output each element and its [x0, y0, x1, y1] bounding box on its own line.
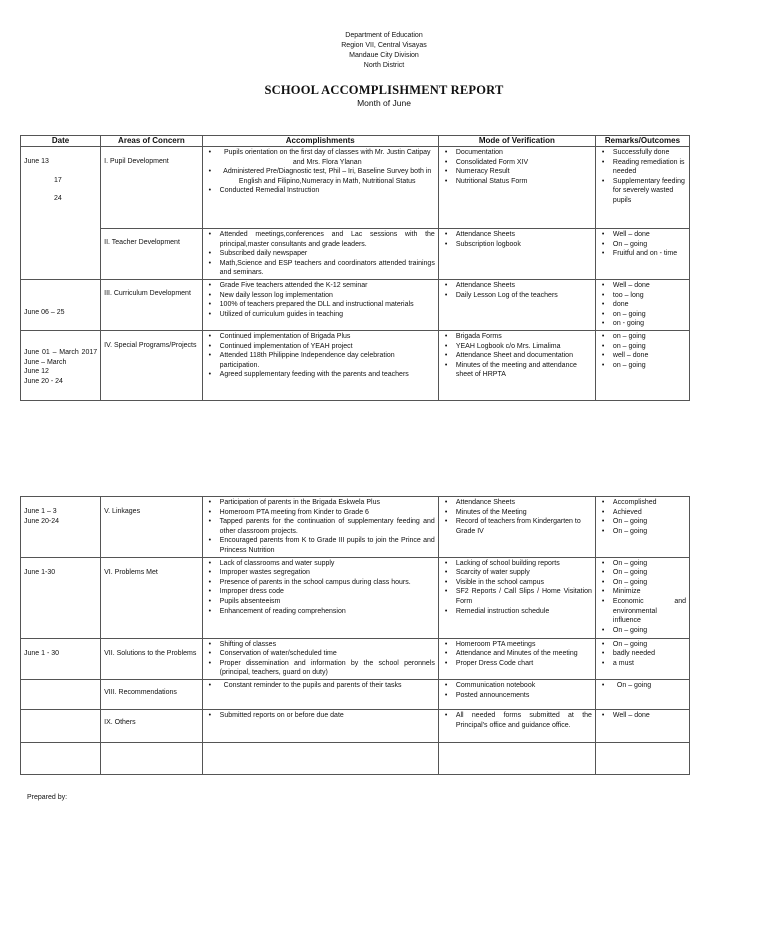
column-header-accomplishments: Accomplishments — [202, 136, 438, 147]
table-row — [21, 147, 690, 229]
table-row — [21, 330, 690, 400]
list-item: • All needed forms submitted at the Principal's office and guidance office. — [442, 711, 592, 730]
accomplishments-cell — [202, 147, 438, 229]
list-item: • Lacking of school building reports — [442, 559, 592, 569]
list-item: • SF2 Reports / Call Slips / Home Visitation Form — [442, 587, 592, 606]
area-cell — [101, 742, 203, 774]
remarks-cell — [595, 638, 689, 679]
list-item: • Subscription logbook — [442, 240, 592, 250]
accomplishments-cell — [202, 229, 438, 280]
list-item: • Documentation — [442, 148, 592, 158]
date-line: June 1 – 3 — [24, 508, 57, 515]
date-line: June 20 - 24 — [24, 377, 63, 385]
list-item: • on – going — [599, 332, 686, 342]
list-item: • Conservation of water/scheduled time — [206, 649, 435, 659]
header-department: Department of Education — [345, 32, 423, 39]
date-line: June 12 — [24, 368, 49, 376]
area-cell: V. Linkages — [101, 497, 203, 558]
header-district: North District — [363, 62, 405, 69]
list-item: • Shifting of classes — [206, 640, 435, 650]
list-item: • On – going — [599, 527, 686, 537]
list-item: • Attended meetings,conferences and Lac sessions with the principal,master consultants and grade leaders. — [206, 230, 435, 249]
date-line: June 01 – March 2017 — [24, 348, 98, 356]
list-item: • badly needed — [599, 649, 686, 659]
list-item: • On – going — [599, 681, 686, 691]
list-item: • Supplementary feeding for severely wasted pupils — [599, 177, 686, 206]
column-header-remarks: Remarks/Outcomes — [595, 136, 689, 147]
remarks-cell — [595, 147, 689, 229]
table-row — [21, 742, 690, 774]
mode-cell — [438, 557, 595, 638]
list-item: • Attendance and Minutes of the meeting — [442, 649, 592, 659]
list-item: • Well – done — [599, 711, 686, 721]
list-item: • Numeracy Result — [442, 167, 592, 177]
remarks-cell — [595, 229, 689, 280]
list-item: • Reading remediation is needed — [599, 158, 686, 177]
list-item: • Communication notebook — [442, 681, 592, 691]
table-row — [21, 709, 690, 742]
list-item: • Brigada Forms — [442, 332, 592, 342]
date-line: 17 — [54, 176, 62, 184]
list-item: • Tapped parents for the continuation of supplementary feeding and other classroom projects. — [206, 517, 435, 536]
accomplishments-cell — [202, 557, 438, 638]
list-item: • Posted announcements — [442, 691, 592, 701]
table-header-row — [21, 136, 690, 147]
prepared-by-label: Prepared by: — [27, 794, 68, 801]
report-table-2 — [20, 496, 690, 775]
area-cell: VIII. Recommendations — [101, 679, 203, 709]
list-item: • New daily lesson log implementation — [206, 291, 435, 301]
table-row — [21, 497, 690, 558]
date-line: June 20-24 — [24, 517, 60, 525]
list-item: • Continued implementation of YEAH project — [206, 342, 435, 352]
list-item: • On – going — [599, 568, 686, 578]
list-item: • Submitted reports on or before due date — [206, 711, 435, 721]
accomplishments-cell — [202, 497, 438, 558]
list-item: • Pupils absenteeism — [206, 597, 435, 607]
list-item: • On – going — [599, 517, 686, 527]
list-item: • Subscribed daily newspaper — [206, 249, 435, 259]
accomplishments-cell — [202, 679, 438, 709]
date-cell — [21, 147, 101, 280]
table-row — [21, 229, 690, 280]
list-item: • 100% of teachers prepared the DLL and instructional materials — [206, 300, 435, 310]
remarks-cell — [595, 279, 689, 330]
remarks-cell — [595, 557, 689, 638]
list-item: • on – going — [599, 310, 686, 320]
list-item: • well – done — [599, 351, 686, 361]
list-item: • Presence of parents in the school campus during class hours. — [206, 578, 435, 588]
remarks-cell — [595, 679, 689, 709]
list-item: • Homeroom PTA meeting from Kinder to Grade 6 — [206, 508, 435, 518]
accomplishments-cell — [202, 742, 438, 774]
date-line: June 13 — [24, 158, 49, 165]
header-region: Region VII, Central Visayas — [341, 42, 427, 49]
list-item: • Achieved — [599, 508, 686, 518]
list-item: • Proper dissemination and information by the school peronnels (principal, teachers, guard on duty) — [206, 659, 435, 678]
list-item: • Attendance Sheets — [442, 498, 592, 508]
mode-cell — [438, 709, 595, 742]
date-cell: June 1 - 30 — [21, 638, 101, 679]
report-table-1 — [20, 135, 690, 401]
area-cell: VII. Solutions to the Problems — [101, 638, 203, 679]
list-item: • Daily Lesson Log of the teachers — [442, 291, 592, 301]
list-item: • too – long — [599, 291, 686, 301]
mode-cell — [438, 279, 595, 330]
report-title: SCHOOL ACCOMPLISHMENT REPORT — [264, 83, 504, 97]
list-item: • Well – done — [599, 230, 686, 240]
accomplishments-cell — [202, 638, 438, 679]
list-item: • Continued implementation of Brigada Plus — [206, 332, 435, 342]
list-item: • Economic and environmental influence — [599, 597, 686, 626]
date-cell — [21, 709, 101, 742]
column-header-area: Areas of Concern — [101, 136, 203, 147]
list-item: • Utilized of curriculum guides in teaching — [206, 310, 435, 320]
accomplishments-cell — [202, 330, 438, 400]
list-item: • Accomplished — [599, 498, 686, 508]
mode-cell — [438, 679, 595, 709]
list-item: • Record of teachers from Kindergarten to Grade IV — [442, 517, 592, 536]
list-item: • Attendance Sheets — [442, 281, 592, 291]
remarks-cell — [595, 330, 689, 400]
list-item: • On – going — [599, 640, 686, 650]
list-item: • Well – done — [599, 281, 686, 291]
list-item: • Remedial instruction schedule — [442, 607, 592, 617]
list-item: • Administered Pre/Diagnostic test, Phil – Iri, Baseline Survey both in English and Filipino,Numeracy in Math, Nutritional Status — [206, 167, 435, 186]
mode-cell — [438, 497, 595, 558]
area-cell: II. Teacher Development — [101, 229, 203, 280]
list-item: • Minutes of the meeting and attendance sheet of HRPTA — [442, 361, 592, 380]
list-item: • Math,Science and ESP teachers and coordinators attended trainings and seminars. — [206, 259, 435, 278]
list-item: • on - going — [599, 319, 686, 329]
list-item: • Proper Dress Code chart — [442, 659, 592, 669]
list-item: • Successfully done — [599, 148, 686, 158]
date-cell — [21, 742, 101, 774]
list-item: • Improper wastes segregation — [206, 568, 435, 578]
list-item: • On – going — [599, 626, 686, 636]
accomplishments-cell — [202, 279, 438, 330]
mode-cell — [438, 229, 595, 280]
date-cell — [21, 679, 101, 709]
list-item: • Minutes of the Meeting — [442, 508, 592, 518]
mode-cell — [438, 147, 595, 229]
date-line: June – March — [24, 358, 67, 366]
list-item: • on – going — [599, 361, 686, 371]
area-cell: I. Pupil Development — [101, 147, 203, 229]
list-item: • Attendance Sheet and documentation — [442, 351, 592, 361]
list-item: • Nutritional Status Form — [442, 177, 592, 187]
list-item: • Conducted Remedial Instruction — [206, 186, 435, 196]
list-item: • Minimize — [599, 587, 686, 597]
list-item: • YEAH Logbook c/o Mrs. Limalima — [442, 342, 592, 352]
table-row — [21, 679, 690, 709]
list-item: • Homeroom PTA meetings — [442, 640, 592, 650]
list-item: • On – going — [599, 240, 686, 250]
list-item: • Agreed supplementary feeding with the parents and teachers — [206, 370, 435, 380]
area-cell: III. Curriculum Development — [101, 279, 203, 330]
list-item: • On – going — [599, 578, 686, 588]
list-item: • Constant reminder to the pupils and parents of their tasks — [206, 681, 435, 691]
list-item: • Enhancement of reading comprehension — [206, 607, 435, 617]
area-cell: IX. Others — [101, 709, 203, 742]
list-item: • Attended 118th Philippine Independence day celebration participation. — [206, 351, 435, 370]
remarks-cell — [595, 709, 689, 742]
area-cell: VI. Problems Met — [101, 557, 203, 638]
list-item: • Attendance Sheets — [442, 230, 592, 240]
date-cell: June 1-30 — [21, 557, 101, 638]
list-item: • Grade Five teachers attended the K-12 seminar — [206, 281, 435, 291]
list-item: • Encouraged parents from K to Grade III pupils to join the Prince and Princess Nutrition — [206, 536, 435, 555]
list-item: • Visible in the school campus — [442, 578, 592, 588]
remarks-cell — [595, 742, 689, 774]
list-item: • Scarcity of water supply — [442, 568, 592, 578]
list-item: • Pupils orientation on the first day of classes with Mr. Justin Catipay and Mrs. Flora Ylanan — [206, 148, 435, 167]
list-item: • a must — [599, 659, 686, 669]
column-header-mode: Mode of Verification — [438, 136, 595, 147]
table-row — [21, 638, 690, 679]
header-division: Mandaue City Division — [349, 52, 419, 59]
list-item: • on – going — [599, 342, 686, 352]
remarks-cell — [595, 497, 689, 558]
list-item: • done — [599, 300, 686, 310]
date-cell — [21, 330, 101, 400]
report-subtitle: Month of June — [357, 98, 411, 108]
table-row — [21, 279, 690, 330]
date-line: 24 — [54, 195, 62, 203]
accomplishments-cell — [202, 709, 438, 742]
list-item: • On – going — [599, 559, 686, 569]
list-item: • Participation of parents in the Brigada Eskwela Plus — [206, 498, 435, 508]
mode-cell — [438, 638, 595, 679]
list-item: • Improper dress code — [206, 587, 435, 597]
list-item: • Consolidated Form XIV — [442, 158, 592, 168]
list-item: • Lack of classrooms and water supply — [206, 559, 435, 569]
area-cell: IV. Special Programs/Projects — [101, 330, 203, 400]
list-item: • Fruitful and on - time — [599, 249, 686, 259]
mode-cell — [438, 742, 595, 774]
table-row — [21, 557, 690, 638]
date-cell: June 06 – 25 — [21, 279, 101, 330]
column-header-date: Date — [21, 136, 101, 147]
date-cell — [21, 497, 101, 558]
mode-cell — [438, 330, 595, 400]
